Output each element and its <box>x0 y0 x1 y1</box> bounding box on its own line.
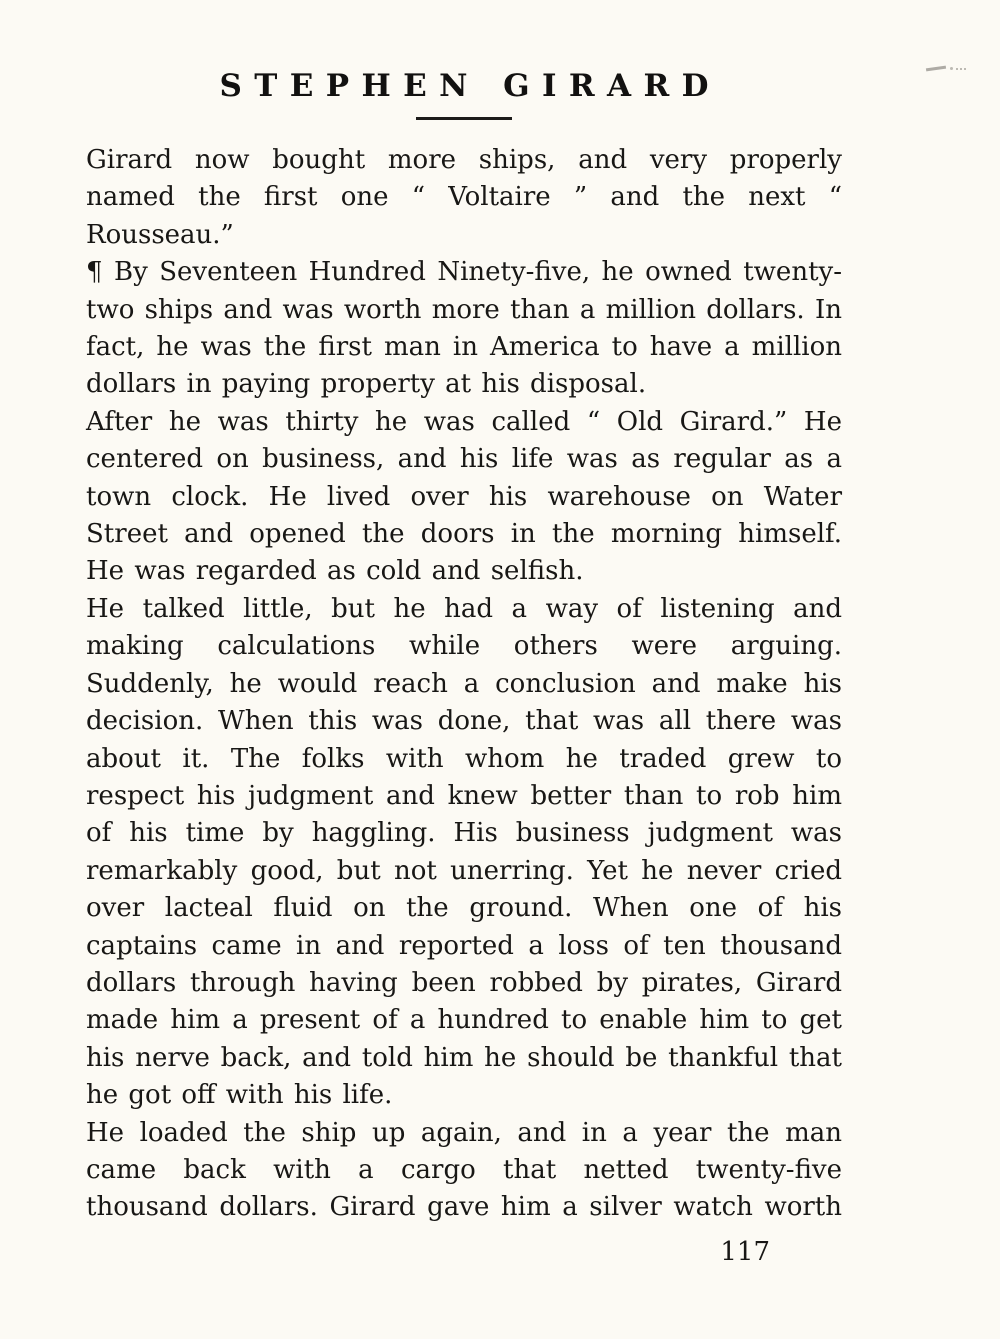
title-divider <box>416 117 512 120</box>
page-title: STEPHEN GIRARD <box>219 68 721 104</box>
paragraph: He loaded the ship up again, and in a year the man came back with a cargo that netted twenty-five thousand dollars. Girard gave him a silver watch worth <box>86 1117 842 1223</box>
paragraph: ¶ By Seventeen Hundred Ninety-five, he owned twenty-two ships and was worth more than a million dollars. In fact, he was the first man in America to have a million dollars in paying property at his disposal. <box>86 257 842 400</box>
paragraph: Girard now bought more ships, and very properly named the first one “ Voltaire ” and the next “ Rousseau.” <box>86 145 842 250</box>
page-number: 117 <box>720 1236 770 1267</box>
body-text <box>86 142 842 1227</box>
paragraph: He talked little, but he had a way of listening and making calculations while others were arguing. Suddenly, he would reach a conclusion and make his decision. When this was done, that was all there was about it. The folks with whom he traded grew to respect his judgment and knew better than to rob him of his time by haggling. His business judgment was remarkably good, but not unerring. Yet he never cried over lacteal fluid on the ground. When one of his captains came in and reported a loss of ten thousand dollars through having been robbed by pirates, Girard made him a present of a hundred to enable him to get his nerve back, and told him he should be thankful that he got off with his life. <box>86 593 842 1111</box>
paragraph: After he was thirty he was called “ Old Girard.” He centered on business, and his life was as regular as a town clock. He lived over his warehouse on Water Street and opened the doors in the morning himself. He was regarded as cold and selfish. <box>86 406 842 587</box>
